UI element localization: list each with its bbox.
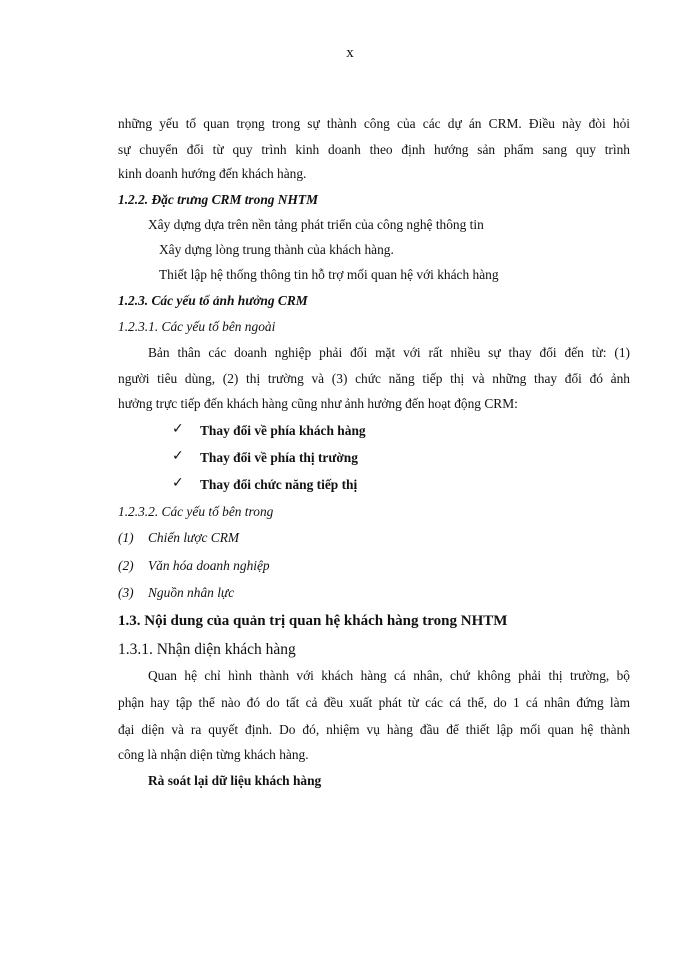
internal-item-2-marker: (2) [118,558,134,573]
internal-item-3-marker: (3) [118,585,134,600]
section-1-2-2-item-1: Xây dựng dựa trên nền tảng phát triển của công nghệ thông tin [148,217,484,232]
page-number: x [346,45,354,61]
section-1-3-heading: 1.3. Nội dung của quản trị quan hệ khách hàng trong NHTM [118,613,508,629]
section-1-2-3-1-heading: 1.2.3.1. Các yếu tố bên ngoài [118,319,276,334]
identification-paragraph-line-3: đại diện và ra quyết định. Do đó, nhiệm vụ hàng đầu để thiết lập mối quan hệ thành [118,722,630,737]
check-item-1: Thay đổi về phía khách hàng [200,423,366,438]
identification-paragraph-line-2: phận hay tập thể nào đó do tất cả đều xuất phát từ các cá thể, do 1 cá nhân đứng làm [118,695,630,710]
intro-paragraph-line-2: sự chuyển đổi từ quy trình kinh doanh theo định hướng sản phẩm sang quy trình [118,142,630,157]
checkmark-icon: ✓ [172,448,184,464]
intro-paragraph-line-3: kinh doanh hướng đến khách hàng. [118,166,307,181]
check-item-2: Thay đổi về phía thị trường [200,450,358,465]
internal-item-2-text: Văn hóa doanh nghiệp [148,558,270,573]
section-1-2-3-heading: 1.2.3. Các yếu tố ảnh hưởng CRM [118,293,308,308]
internal-item-3-text: Nguồn nhân lực [148,585,235,600]
check-item-3: Thay đổi chức năng tiếp thị [200,477,358,492]
internal-item-1-marker: (1) [118,530,134,545]
identification-paragraph-line-4: công là nhận diện từng khách hàng. [118,747,309,762]
section-1-2-2-heading: 1.2.2. Đặc trưng CRM trong NHTM [118,192,318,207]
external-factors-paragraph-line-1: Bản thân các doanh nghiệp phải đối mặt với rất nhiều sự thay đổi đến từ: (1) [148,345,630,360]
section-1-2-2-item-3: Thiết lập hệ thống thông tin hỗ trợ mối quan hệ với khách hàng [159,267,499,282]
section-1-2-3-2-heading: 1.2.3.2. Các yếu tố bên trong [118,504,274,519]
external-factors-paragraph-line-3: hưởng trực tiếp đến khách hàng cũng như ảnh hưởng đến hoạt động CRM: [118,396,518,411]
checkmark-icon: ✓ [172,475,184,491]
review-customer-data-line: Rà soát lại dữ liệu khách hàng [148,773,322,788]
section-1-3-1-heading: 1.3.1. Nhận diện khách hàng [118,641,296,658]
checkmark-icon: ✓ [172,421,184,437]
identification-paragraph-line-1: Quan hệ chỉ hình thành với khách hàng cá nhân, chứ không phải thị trường, bộ [148,668,630,683]
intro-paragraph-line-1: những yếu tố quan trọng trong sự thành công của các dự án CRM. Điều này đòi hỏi [118,116,630,131]
section-1-2-2-item-2: Xây dựng lòng trung thành của khách hàng. [159,242,394,257]
internal-item-1-text: Chiến lược CRM [148,530,240,545]
external-factors-paragraph-line-2: người tiêu dùng, (2) thị trường và (3) chức năng tiếp thị và những thay đổi đó ảnh [118,371,630,386]
